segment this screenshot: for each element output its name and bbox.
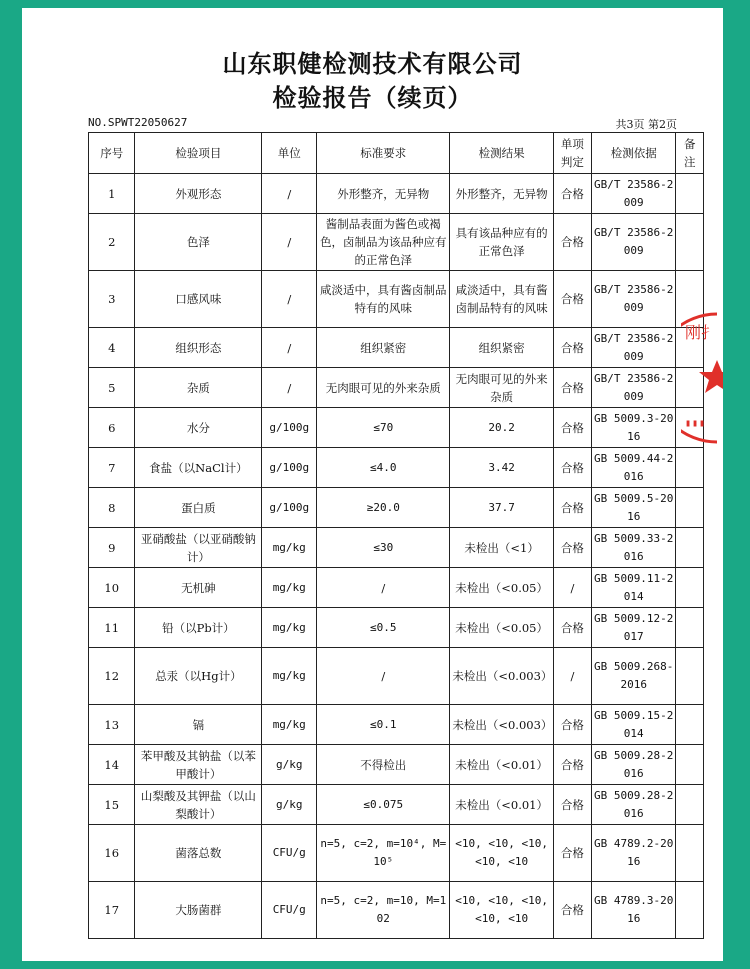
cell-item: 色泽	[135, 214, 262, 271]
inspection-table	[88, 132, 707, 939]
cell-item: 杂质	[135, 368, 262, 408]
cell-verdict: 合格	[553, 368, 591, 408]
cell-requirement: 外形整齐，无异物	[317, 174, 450, 214]
table-row	[89, 648, 704, 705]
cell-verdict: /	[553, 568, 591, 608]
cell-basis: GB 5009.3-2016	[591, 408, 676, 448]
table-row	[89, 448, 704, 488]
cell-no: 16	[89, 825, 135, 882]
cell-requirement: ≤0.5	[317, 608, 450, 648]
cell-basis: GB 5009.11-2014	[591, 568, 676, 608]
cell-requirement: /	[317, 568, 450, 608]
cell-basis: GB 5009.5-2016	[591, 488, 676, 528]
cell-unit: /	[262, 368, 317, 408]
cell-note	[676, 705, 704, 745]
table-row	[89, 528, 704, 568]
cell-result: 20.2	[450, 408, 554, 448]
table-row	[89, 368, 704, 408]
cell-note	[676, 568, 704, 608]
seal-star-icon	[699, 360, 723, 393]
table-row	[89, 882, 704, 939]
col-header-basis: 检测依据	[591, 133, 676, 174]
table-row	[89, 785, 704, 825]
cell-requirement: 咸淡适中，具有酱卤制品特有的风味	[317, 271, 450, 328]
table-row	[89, 488, 704, 528]
cell-no: 15	[89, 785, 135, 825]
cell-verdict: 合格	[553, 214, 591, 271]
cell-item: 外观形态	[135, 174, 262, 214]
cell-result: 未检出（<0.05）	[450, 568, 554, 608]
table-row	[89, 705, 704, 745]
cell-requirement: 组织紧密	[317, 328, 450, 368]
col-header-verdict: 单项判定	[553, 133, 591, 174]
cell-unit: /	[262, 271, 317, 328]
table-header-row	[89, 133, 704, 174]
cell-item: 铅（以Pb计）	[135, 608, 262, 648]
cell-note	[676, 785, 704, 825]
cell-result: 未检出（<0.003）	[450, 705, 554, 745]
cell-no: 3	[89, 271, 135, 328]
cell-unit: mg/kg	[262, 705, 317, 745]
cell-requirement: /	[317, 648, 450, 705]
cell-requirement: 无肉眼可见的外来杂质	[317, 368, 450, 408]
table-row	[89, 568, 704, 608]
cell-result: 37.7	[450, 488, 554, 528]
cell-unit: g/100g	[262, 448, 317, 488]
col-header-no: 序号	[89, 133, 135, 174]
cell-unit: mg/kg	[262, 528, 317, 568]
table-row	[89, 608, 704, 648]
table-row	[89, 408, 704, 448]
table-row	[89, 745, 704, 785]
cell-verdict: 合格	[553, 528, 591, 568]
cell-basis: GB 5009.12-2017	[591, 608, 676, 648]
cell-verdict: 合格	[553, 448, 591, 488]
cell-item: 水分	[135, 408, 262, 448]
cell-note	[676, 745, 704, 785]
cell-basis: GB 5009.33-2016	[591, 528, 676, 568]
cell-result: <10, <10, <10, <10, <10	[450, 825, 554, 882]
cell-item: 镉	[135, 705, 262, 745]
cell-basis: GB/T 23586-2009	[591, 174, 676, 214]
cell-unit: /	[262, 174, 317, 214]
cell-result: 未检出（<1）	[450, 528, 554, 568]
company-title: 山东职健检测技术有限公司	[222, 49, 523, 78]
cell-result: 组织紧密	[450, 328, 554, 368]
cell-item: 大肠菌群	[135, 882, 262, 939]
cell-verdict: 合格	[553, 825, 591, 882]
cell-verdict: 合格	[553, 174, 591, 214]
cell-requirement: n=5, c=2, m=10, M=102	[317, 882, 450, 939]
cell-no: 12	[89, 648, 135, 705]
cell-item: 亚硝酸盐（以亚硝酸钠计）	[135, 528, 262, 568]
cell-requirement: 不得检出	[317, 745, 450, 785]
cell-no: 5	[89, 368, 135, 408]
cell-basis: GB/T 23586-2009	[591, 271, 676, 328]
cell-note	[676, 608, 704, 648]
cell-verdict: 合格	[553, 745, 591, 785]
cell-unit: /	[262, 328, 317, 368]
cell-no: 10	[89, 568, 135, 608]
cell-note	[676, 882, 704, 939]
cell-no: 7	[89, 448, 135, 488]
cell-verdict: 合格	[553, 271, 591, 328]
cell-unit: mg/kg	[262, 608, 317, 648]
cell-no: 4	[89, 328, 135, 368]
report-page	[22, 8, 723, 961]
cell-basis: GB/T 23586-2009	[591, 368, 676, 408]
col-header-requirement: 标准要求	[317, 133, 450, 174]
cell-verdict: 合格	[553, 328, 591, 368]
cell-basis: GB 5009.28-2016	[591, 745, 676, 785]
cell-result: 无肉眼可见的外来杂质	[450, 368, 554, 408]
table-row	[89, 174, 704, 214]
cell-basis: GB 4789.3-2016	[591, 882, 676, 939]
cell-verdict: 合格	[553, 785, 591, 825]
cell-note	[676, 448, 704, 488]
cell-verdict: 合格	[553, 705, 591, 745]
col-header-item: 检验项目	[135, 133, 262, 174]
cell-unit: CFU/g	[262, 825, 317, 882]
cell-item: 山梨酸及其钾盐（以山梨酸计）	[135, 785, 262, 825]
cell-result: 未检出（<0.01）	[450, 785, 554, 825]
cell-item: 总汞（以Hg计）	[135, 648, 262, 705]
cell-no: 1	[89, 174, 135, 214]
cell-verdict: 合格	[553, 488, 591, 528]
cell-basis: GB/T 23586-2009	[591, 328, 676, 368]
cell-requirement: ≤4.0	[317, 448, 450, 488]
cell-verdict: 合格	[553, 408, 591, 448]
cell-requirement: ≤0.075	[317, 785, 450, 825]
table-row	[89, 214, 704, 271]
cell-result: 外形整齐，无异物	[450, 174, 554, 214]
cell-item: 无机砷	[135, 568, 262, 608]
table-row	[89, 825, 704, 882]
cell-result: 具有该品种应有的正常色泽	[450, 214, 554, 271]
cell-requirement: ≤30	[317, 528, 450, 568]
cell-unit: g/100g	[262, 488, 317, 528]
cell-no: 13	[89, 705, 135, 745]
cell-item: 食盐（以NaCl计）	[135, 448, 262, 488]
cell-verdict: 合格	[553, 608, 591, 648]
cell-item: 口感风味	[135, 271, 262, 328]
cell-no: 6	[89, 408, 135, 448]
page-info: 共3页 第2页	[615, 118, 677, 131]
cell-verdict: 合格	[553, 882, 591, 939]
table-row	[89, 271, 704, 328]
cell-requirement: ≤70	[317, 408, 450, 448]
cell-basis: GB 5009.268-2016	[591, 648, 676, 705]
report-title: 检验报告（续页）	[272, 83, 473, 112]
cell-note	[676, 528, 704, 568]
cell-note	[676, 825, 704, 882]
cell-note	[676, 488, 704, 528]
cell-unit: mg/kg	[262, 568, 317, 608]
cell-result: 3.42	[450, 448, 554, 488]
cell-unit: g/kg	[262, 745, 317, 785]
seal-text: 刚扌	[685, 323, 718, 342]
cell-basis: GB 5009.15-2014	[591, 705, 676, 745]
cell-item: 蛋白质	[135, 488, 262, 528]
cell-result: <10, <10, <10, <10, <10	[450, 882, 554, 939]
cell-requirement: ≥20.0	[317, 488, 450, 528]
cell-unit: g/100g	[262, 408, 317, 448]
cell-no: 2	[89, 214, 135, 271]
cell-verdict: /	[553, 648, 591, 705]
cell-no: 8	[89, 488, 135, 528]
col-header-result: 检测结果	[450, 133, 554, 174]
cell-result: 未检出（<0.003）	[450, 648, 554, 705]
cell-unit: mg/kg	[262, 648, 317, 705]
cell-no: 17	[89, 882, 135, 939]
cell-requirement: 酱制品表面为酱色或褐色，卤制品为该品种应有的正常色泽	[317, 214, 450, 271]
cell-basis: GB 4789.2-2016	[591, 825, 676, 882]
table-row	[89, 328, 704, 368]
cell-item: 菌落总数	[135, 825, 262, 882]
cell-requirement: n=5, c=2, m=10⁴, M=10⁵	[317, 825, 450, 882]
cell-no: 14	[89, 745, 135, 785]
seal-stamp	[681, 308, 723, 448]
cell-unit: g/kg	[262, 785, 317, 825]
col-header-unit: 单位	[262, 133, 317, 174]
cell-unit: /	[262, 214, 317, 271]
cell-basis: GB 5009.44-2016	[591, 448, 676, 488]
cell-unit: CFU/g	[262, 882, 317, 939]
cell-result: 未检出（<0.01）	[450, 745, 554, 785]
cell-basis: GB/T 23586-2009	[591, 214, 676, 271]
cell-result: 咸淡适中，具有酱卤制品特有的风味	[450, 271, 554, 328]
cell-no: 9	[89, 528, 135, 568]
cell-no: 11	[89, 608, 135, 648]
seal-bottom-mark: ▮▮▮	[685, 418, 707, 429]
cell-item: 组织形态	[135, 328, 262, 368]
cell-result: 未检出（<0.05）	[450, 608, 554, 648]
cell-item: 苯甲酸及其钠盐（以苯甲酸计）	[135, 745, 262, 785]
cell-basis: GB 5009.28-2016	[591, 785, 676, 825]
cell-requirement: ≤0.1	[317, 705, 450, 745]
report-number: NO.SPWT22050627	[88, 116, 188, 129]
cell-note	[676, 214, 704, 271]
cell-note	[676, 174, 704, 214]
cell-note	[676, 648, 704, 705]
col-header-note: 备注	[676, 133, 704, 174]
